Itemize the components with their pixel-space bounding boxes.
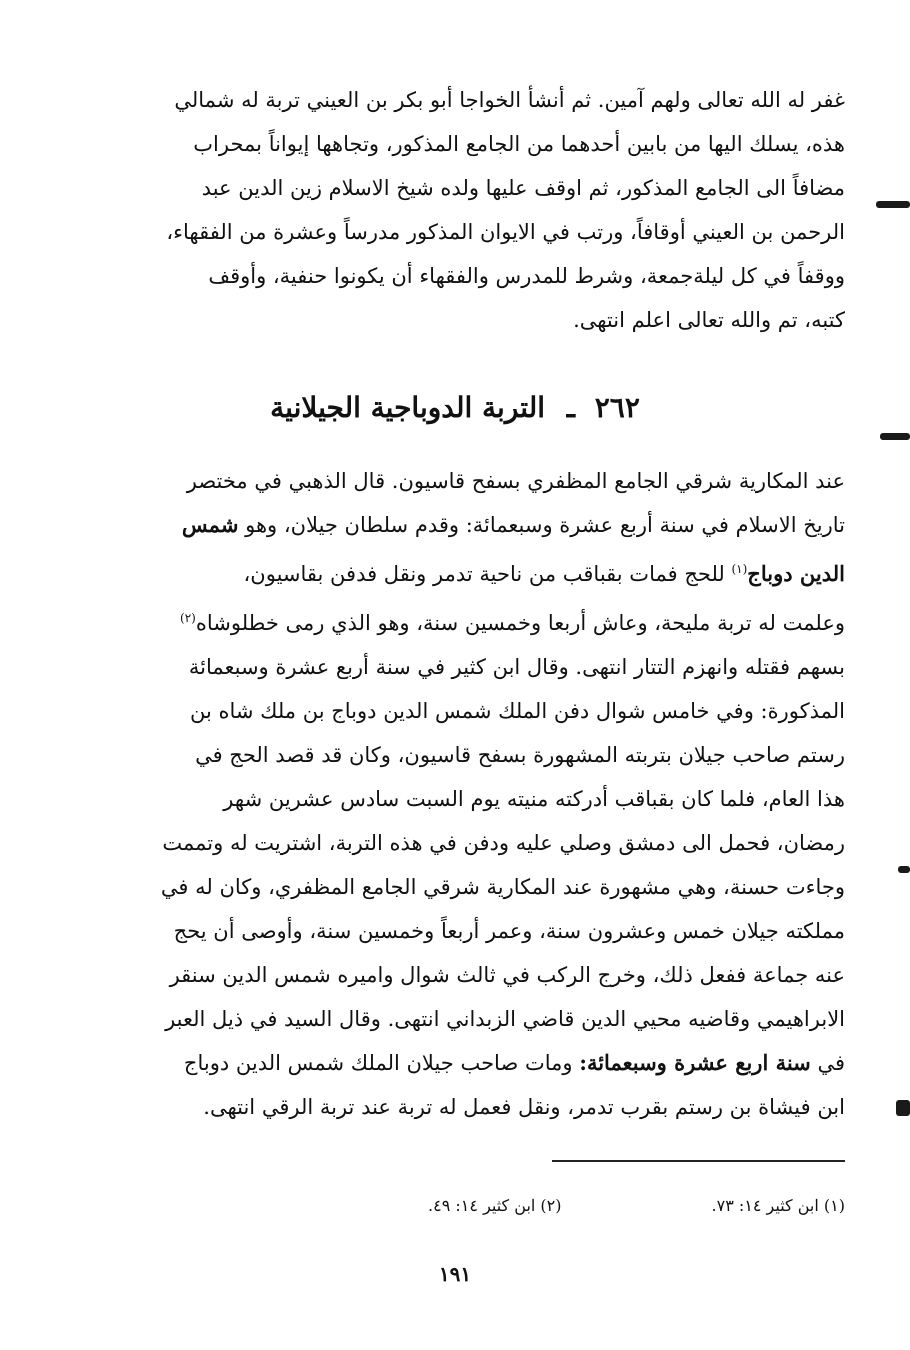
text-run: وعلمت له تربة مليحة، وعاش أربعا وخمسين سنة، وهو الذي رمى خطلوشاه xyxy=(195,611,845,635)
text-line xyxy=(145,596,845,645)
text-line: هذه، يسلك اليها من بابين أحدهما من الجامع المذكور، وتجاهها إيواناً بمحراب xyxy=(193,132,845,156)
text-line: رمضان، فحمل الى دمشق وصلي عليه ودفن في هذه التربة، اشتريت له وتممت xyxy=(162,831,845,855)
section-heading xyxy=(0,384,910,432)
text-line xyxy=(145,1041,845,1085)
text-line: بسهم فقتله وانهزم التتار انتهى. وقال ابن كثير في سنة أربع عشرة وسبعمائة xyxy=(188,655,845,679)
section-number: ٢٦٢ xyxy=(594,391,640,424)
scan-edge-mark xyxy=(880,433,910,440)
footnote-separator xyxy=(552,1160,845,1162)
footnote-ref-1[interactable]: (١) xyxy=(731,562,748,576)
text-line: المذكورة: وفي خامس شوال دفن الملك شمس الدين دوباج بن ملك شاه بن xyxy=(189,699,845,723)
text-run: ومات صاحب جيلان الملك شمس الدين دوباج xyxy=(183,1051,580,1075)
heading-dash: ـ xyxy=(566,391,575,424)
bold-date: سنة اربع عشرة وسبعمائة: xyxy=(579,1050,811,1075)
scan-edge-mark xyxy=(896,1100,910,1116)
text-line: رستم صاحب جيلان بتربته المشهورة بسفح قاسيون، وكان قد قصد الحج في xyxy=(195,743,845,767)
text-line: ووقفاً في كل ليلةجمعة، وشرط للمدرس والفقهاء أن يكونوا حنفية، وأوقف xyxy=(208,264,845,288)
text-line: عنه جماعة ففعل ذلك، وخرج الركب في ثالث شوال واميره شمس الدين سنقر xyxy=(169,963,845,987)
footnote-1: (١) ابن كثير ١٤: ٧٣. xyxy=(711,1196,845,1215)
text-line xyxy=(145,503,845,547)
footnote-ref-2[interactable]: (٢) xyxy=(180,611,196,625)
scan-edge-mark xyxy=(876,201,910,208)
bold-name: الدين دوباج xyxy=(747,561,845,586)
text-line: مضافاً الى الجامع المذكور، ثم اوقف عليها ولده شيخ الاسلام زين الدين عبد xyxy=(201,176,845,200)
text-line: مملكته جيلان خمس وعشرون سنة، وعمر أربعاً وخمسين سنة، وأوصى أن يحج xyxy=(173,919,845,943)
footnote-2: (٢) ابن كثير ١٤: ٤٩. xyxy=(428,1196,562,1215)
paragraph-intro xyxy=(145,78,845,342)
text-line: الابراهيمي وقاضيه محيي الدين قاضي الزبداني انتهى. وقال السيد في ذيل العبر xyxy=(165,1007,845,1031)
text-run: في xyxy=(810,1051,845,1075)
page-number: ١٩١ xyxy=(438,1262,472,1286)
text-line: ابن فيشاة بن رستم بقرب تدمر، ونقل فعمل له تربة عند تربة الرقي انتهى. xyxy=(203,1095,845,1119)
section-title: التربة الدوباجية الجيلانية xyxy=(270,391,546,424)
text-line xyxy=(145,547,845,596)
bold-name: شمس xyxy=(181,512,239,537)
text-line: عند المكارية شرقي الجامع المظفري بسفح قاسيون. قال الذهبي في مختصر xyxy=(186,469,845,493)
scan-edge-mark xyxy=(898,866,910,873)
text-line: وجاءت حسنة، وهي مشهورة عند المكارية شرقي الجامع المظفري، وكان له في xyxy=(160,875,845,899)
text-run: تاريخ الاسلام في سنة أربع عشرة وسبعمائة: وقدم سلطان جيلان، وهو xyxy=(238,513,845,537)
text-line: غفر له الله تعالى ولهم آمين. ثم أنشأ الخواجا أبو بكر بن العيني تربة له شمالي xyxy=(174,88,845,112)
footnotes xyxy=(125,1192,845,1220)
text-run: للحج فمات بقباقب من ناحية تدمر ونقل فدفن بقاسيون، xyxy=(243,562,732,586)
text-line: الرحمن بن العيني أوقافاً، ورتب في الايوان المذكور مدرساً وعشرة من الفقهاء، xyxy=(166,220,845,244)
paragraph-main xyxy=(145,459,845,1129)
text-line: كتبه، تم والله تعالى اعلم انتهى. xyxy=(573,308,845,332)
text-line: هذا العام، فلما كان بقباقب أدركته منيته يوم السبت سادس عشرين شهر xyxy=(223,787,845,811)
